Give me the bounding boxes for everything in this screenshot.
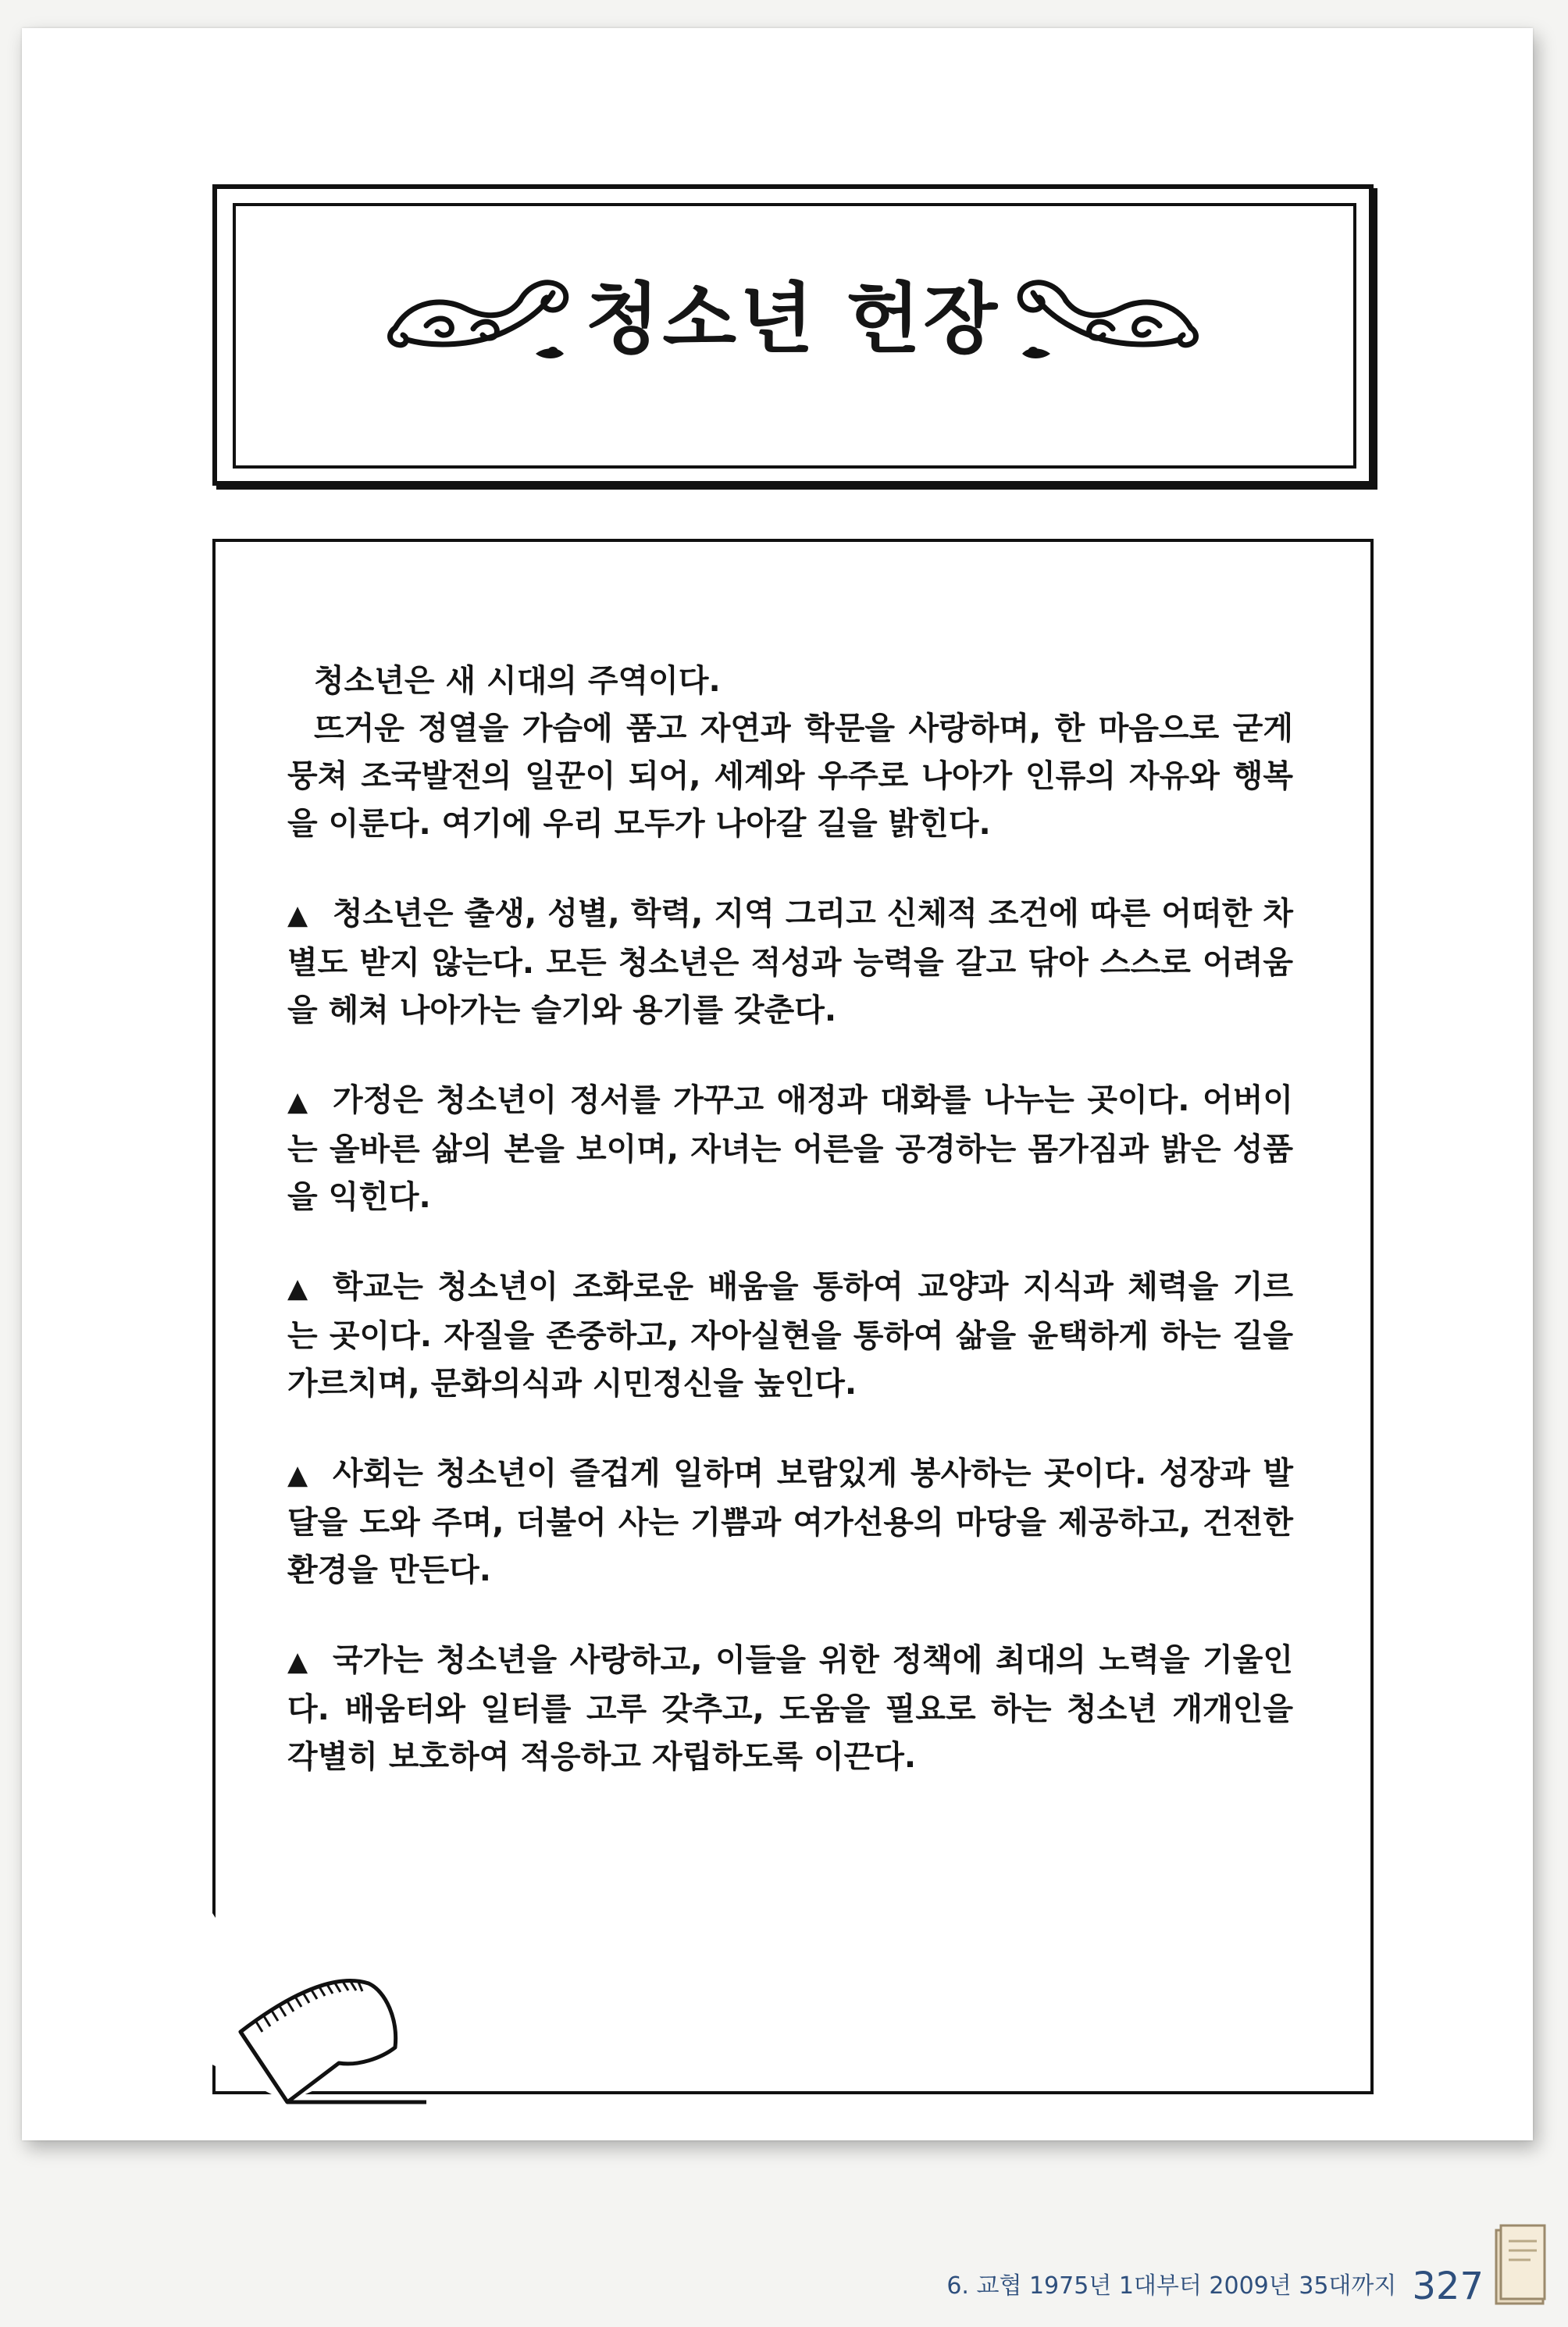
triangle-bullet-icon: ▲ [287,1273,308,1304]
article-society [287,1450,1293,1595]
preamble-paragraph [287,705,1293,848]
page-curl-icon [201,1910,436,2107]
preamble-line-1: 청소년은 새 시대의 주역이다. [314,663,721,699]
title-row [217,250,1369,375]
triangle-bullet-icon: ▲ [287,900,308,931]
preamble-text: 뜨거운 정열을 가슴에 품고 자연과 학문을 사랑하며, 한 마음으로 굳게 뭉쳐 조국발전의 일꾼이 되어, 세계와 우주로 나아가 인류의 자유와 행복을 이룬다. 여기에 우리 모두가 나아갈 길을 밝힌다. [287,711,1293,842]
page-number: 327 [1412,2265,1484,2308]
article-family [287,1077,1293,1221]
article-text: 학교는 청소년이 조화로운 배움을 통하여 교양과 지식과 체력을 기르는 곳이다. 자질을 존중하고, 자아실현을 통하여 삶을 윤택하게 하는 길을 가르치며, 문화의식과 시민정신을 높인다. [287,1269,1293,1402]
article-nation [287,1637,1293,1781]
title-banner [212,184,1374,486]
scroll-ornament-right-icon [1011,254,1206,371]
article-text: 청소년은 출생, 성별, 학력, 지역 그리고 신체적 조건에 따른 어떠한 차별도 받지 않는다. 모든 청소년은 적성과 능력을 갈고 닦아 스스로 어려움을 헤쳐 나아가는 슬기와 용기를 갖춘다. [287,896,1293,1028]
triangle-bullet-icon: ▲ [287,1459,308,1491]
page-sheet [22,28,1533,2140]
book-icon [1491,2222,1549,2308]
article-text: 가정은 청소년이 정서를 가꾸고 애정과 대화를 나누는 곳이다. 어버이는 올바른 삶의 본을 보이며, 자녀는 어른을 공경하는 몸가짐과 밝은 성품을 익힌다. [287,1082,1293,1215]
scroll-ornament-left-icon [380,254,575,371]
charter-body [287,657,1293,1781]
article-birth-equality [287,890,1293,1035]
charter-box [212,539,1374,2094]
article-text: 사회는 청소년이 즐겁게 일하며 보람있게 봉사하는 곳이다. 성장과 발달을 도와 주며, 더불어 사는 기쁨과 여가선용의 마당을 제공하고, 건전한 환경을 만든다. [287,1456,1293,1588]
triangle-bullet-icon: ▲ [287,1646,308,1677]
running-title: 6. 교협 1975년 1대부터 2009년 35대까지 [946,2272,1397,2300]
banner-title: 청소년 헌장 [585,273,1001,364]
page-footer [946,2250,1484,2308]
article-school [287,1263,1293,1408]
triangle-bullet-icon: ▲ [287,1086,308,1117]
article-text: 국가는 청소년을 사랑하고, 이들을 위한 정책에 최대의 노력을 기울인다. 배움터와 일터를 고루 갖추고, 도움을 필요로 하는 청소년 개개인을 각별히 보호하여 적응하고 자립하도록 이끈다. [287,1642,1293,1775]
